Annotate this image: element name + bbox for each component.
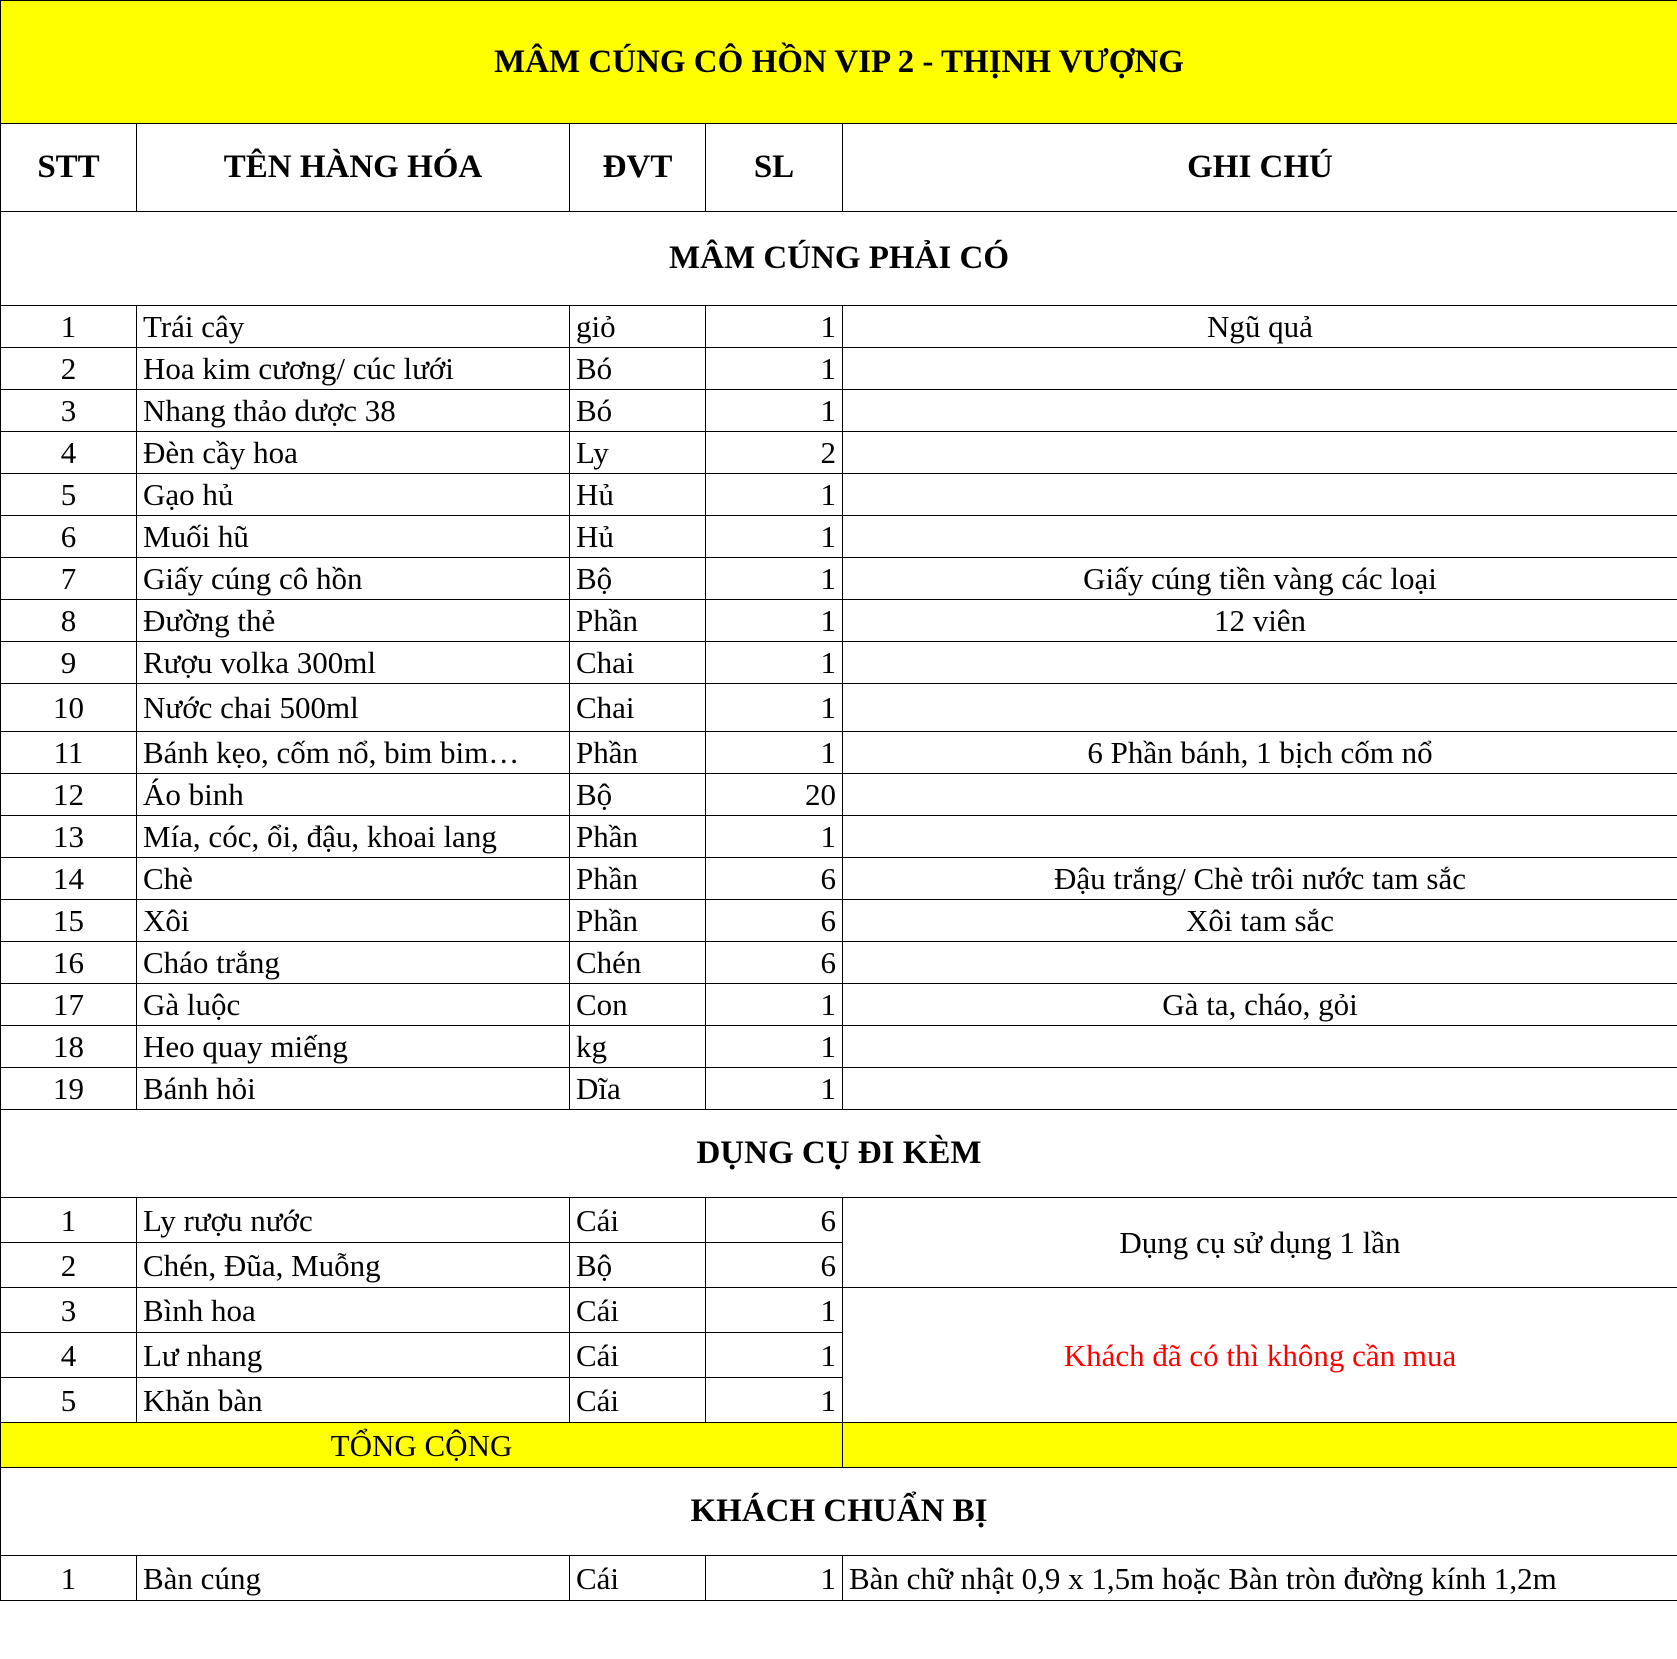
tool-name: Ly rượu nước <box>137 1198 570 1243</box>
total-row <box>1 1423 1677 1468</box>
item-stt: 4 <box>1 432 137 474</box>
item-note: Đậu trắng/ Chè trôi nước tam sắc <box>843 858 1677 900</box>
item-unit: Chén <box>570 942 706 984</box>
tool-row <box>1 1288 1677 1333</box>
item-unit: Phần <box>570 858 706 900</box>
section-required-title: MÂM CÚNG PHẢI CÓ <box>1 212 1677 306</box>
item-unit: Phần <box>570 816 706 858</box>
item-stt: 17 <box>1 984 137 1026</box>
customer-row <box>1 1556 1677 1601</box>
item-row <box>1 684 1677 732</box>
tool-unit: Cái <box>570 1198 706 1243</box>
item-row <box>1 642 1677 684</box>
item-stt: 3 <box>1 390 137 432</box>
item-note <box>843 390 1677 432</box>
title-row <box>1 1 1677 124</box>
tool-note-optional: Khách đã có thì không cần mua <box>843 1288 1677 1423</box>
tool-name: Lư nhang <box>137 1333 570 1378</box>
item-unit: Chai <box>570 684 706 732</box>
item-name: Muối hũ <box>137 516 570 558</box>
item-unit: Con <box>570 984 706 1026</box>
tool-qty: 6 <box>706 1243 843 1288</box>
item-unit: giỏ <box>570 306 706 348</box>
item-qty: 1 <box>706 390 843 432</box>
item-note <box>843 642 1677 684</box>
header-name: TÊN HÀNG HÓA <box>137 124 570 212</box>
item-name: Trái cây <box>137 306 570 348</box>
item-qty: 1 <box>706 474 843 516</box>
item-note: 12 viên <box>843 600 1677 642</box>
tool-qty: 6 <box>706 1198 843 1243</box>
item-note <box>843 1026 1677 1068</box>
item-qty: 1 <box>706 348 843 390</box>
item-row <box>1 942 1677 984</box>
item-note <box>843 774 1677 816</box>
item-row <box>1 474 1677 516</box>
item-name: Mía, cóc, ổi, đậu, khoai lang <box>137 816 570 858</box>
item-stt: 12 <box>1 774 137 816</box>
tool-note-single-use: Dụng cụ sử dụng 1 lần <box>843 1198 1677 1288</box>
tool-stt: 3 <box>1 1288 137 1333</box>
item-row <box>1 900 1677 942</box>
tool-stt: 5 <box>1 1378 137 1423</box>
item-note <box>843 816 1677 858</box>
item-name: Heo quay miếng <box>137 1026 570 1068</box>
item-stt: 5 <box>1 474 137 516</box>
item-name: Nước chai 500ml <box>137 684 570 732</box>
tool-unit: Cái <box>570 1288 706 1333</box>
tool-name: Khăn bàn <box>137 1378 570 1423</box>
item-name: Xôi <box>137 900 570 942</box>
item-qty: 1 <box>706 816 843 858</box>
item-name: Đường thẻ <box>137 600 570 642</box>
item-stt: 2 <box>1 348 137 390</box>
item-stt: 18 <box>1 1026 137 1068</box>
item-note: Gà ta, cháo, gỏi <box>843 984 1677 1026</box>
item-qty: 1 <box>706 1068 843 1110</box>
item-stt: 16 <box>1 942 137 984</box>
item-note <box>843 348 1677 390</box>
item-name: Nhang thảo dược 38 <box>137 390 570 432</box>
item-row <box>1 306 1677 348</box>
item-stt: 10 <box>1 684 137 732</box>
tool-name: Bình hoa <box>137 1288 570 1333</box>
item-qty: 6 <box>706 942 843 984</box>
item-row <box>1 432 1677 474</box>
item-row <box>1 558 1677 600</box>
tool-stt: 1 <box>1 1198 137 1243</box>
tool-row <box>1 1198 1677 1243</box>
item-name: Rượu volka 300ml <box>137 642 570 684</box>
item-name: Bánh hỏi <box>137 1068 570 1110</box>
item-row <box>1 600 1677 642</box>
item-unit: Bó <box>570 390 706 432</box>
total-value <box>843 1423 1677 1468</box>
header-unit: ĐVT <box>570 124 706 212</box>
item-name: Cháo trắng <box>137 942 570 984</box>
item-stt: 1 <box>1 306 137 348</box>
tool-stt: 4 <box>1 1333 137 1378</box>
sheet-title: MÂM CÚNG CÔ HỒN VIP 2 - THỊNH VƯỢNG <box>1 1 1677 124</box>
item-row <box>1 774 1677 816</box>
tool-qty: 1 <box>706 1333 843 1378</box>
item-stt: 11 <box>1 732 137 774</box>
total-label: TỔNG CỘNG <box>1 1423 843 1468</box>
item-unit: Phần <box>570 600 706 642</box>
item-unit: Bộ <box>570 558 706 600</box>
item-name: Đèn cầy hoa <box>137 432 570 474</box>
item-unit: Dĩa <box>570 1068 706 1110</box>
tool-unit: Bộ <box>570 1243 706 1288</box>
item-unit: Hủ <box>570 516 706 558</box>
item-note <box>843 432 1677 474</box>
item-unit: Ly <box>570 432 706 474</box>
customer-unit: Cái <box>570 1556 706 1601</box>
item-qty: 6 <box>706 858 843 900</box>
tool-stt: 2 <box>1 1243 137 1288</box>
item-row <box>1 1026 1677 1068</box>
item-name: Chè <box>137 858 570 900</box>
item-name: Giấy cúng cô hồn <box>137 558 570 600</box>
section-tools-row <box>1 1110 1677 1198</box>
tool-qty: 1 <box>706 1288 843 1333</box>
item-stt: 7 <box>1 558 137 600</box>
item-row <box>1 1068 1677 1110</box>
item-name: Gạo hủ <box>137 474 570 516</box>
item-name: Bánh kẹo, cốm nổ, bim bim… <box>137 732 570 774</box>
item-note <box>843 684 1677 732</box>
item-note: Ngũ quả <box>843 306 1677 348</box>
item-row <box>1 984 1677 1026</box>
item-row <box>1 390 1677 432</box>
item-name: Áo binh <box>137 774 570 816</box>
header-row <box>1 124 1677 212</box>
item-qty: 1 <box>706 600 843 642</box>
item-unit: Bó <box>570 348 706 390</box>
item-row <box>1 348 1677 390</box>
item-row <box>1 816 1677 858</box>
customer-name: Bàn cúng <box>137 1556 570 1601</box>
item-unit: Chai <box>570 642 706 684</box>
item-qty: 1 <box>706 558 843 600</box>
item-unit: Hủ <box>570 474 706 516</box>
customer-qty: 1 <box>706 1556 843 1601</box>
item-qty: 1 <box>706 684 843 732</box>
header-note: GHI CHÚ <box>843 124 1677 212</box>
header-qty: SL <box>706 124 843 212</box>
tool-unit: Cái <box>570 1378 706 1423</box>
item-unit: Phần <box>570 732 706 774</box>
item-unit: Phần <box>570 900 706 942</box>
section-customer-row <box>1 1468 1677 1556</box>
item-name: Gà luộc <box>137 984 570 1026</box>
item-note <box>843 942 1677 984</box>
item-qty: 1 <box>706 984 843 1026</box>
item-note: Giấy cúng tiền vàng các loại <box>843 558 1677 600</box>
item-qty: 1 <box>706 306 843 348</box>
item-row <box>1 858 1677 900</box>
item-stt: 15 <box>1 900 137 942</box>
item-qty: 6 <box>706 900 843 942</box>
item-note <box>843 516 1677 558</box>
section-customer-title: KHÁCH CHUẨN BỊ <box>1 1468 1677 1556</box>
item-row <box>1 732 1677 774</box>
item-stt: 19 <box>1 1068 137 1110</box>
item-name: Hoa kim cương/ cúc lưới <box>137 348 570 390</box>
item-stt: 8 <box>1 600 137 642</box>
tool-qty: 1 <box>706 1378 843 1423</box>
section-tools-title: DỤNG CỤ ĐI KÈM <box>1 1110 1677 1198</box>
item-qty: 2 <box>706 432 843 474</box>
item-stt: 6 <box>1 516 137 558</box>
item-unit: Bộ <box>570 774 706 816</box>
customer-note: Bàn chữ nhật 0,9 x 1,5m hoặc Bàn tròn đường kính 1,2m <box>843 1556 1677 1601</box>
item-note <box>843 1068 1677 1110</box>
item-unit: kg <box>570 1026 706 1068</box>
section-required-row <box>1 212 1677 306</box>
item-note: Xôi tam sắc <box>843 900 1677 942</box>
item-stt: 13 <box>1 816 137 858</box>
item-note: 6 Phần bánh, 1 bịch cốm nổ <box>843 732 1677 774</box>
item-qty: 20 <box>706 774 843 816</box>
tool-name: Chén, Đũa, Muỗng <box>137 1243 570 1288</box>
item-qty: 1 <box>706 1026 843 1068</box>
item-row <box>1 516 1677 558</box>
item-qty: 1 <box>706 732 843 774</box>
item-stt: 9 <box>1 642 137 684</box>
item-stt: 14 <box>1 858 137 900</box>
customer-stt: 1 <box>1 1556 137 1601</box>
tool-unit: Cái <box>570 1333 706 1378</box>
item-qty: 1 <box>706 516 843 558</box>
header-stt: STT <box>1 124 137 212</box>
item-note <box>843 474 1677 516</box>
item-qty: 1 <box>706 642 843 684</box>
